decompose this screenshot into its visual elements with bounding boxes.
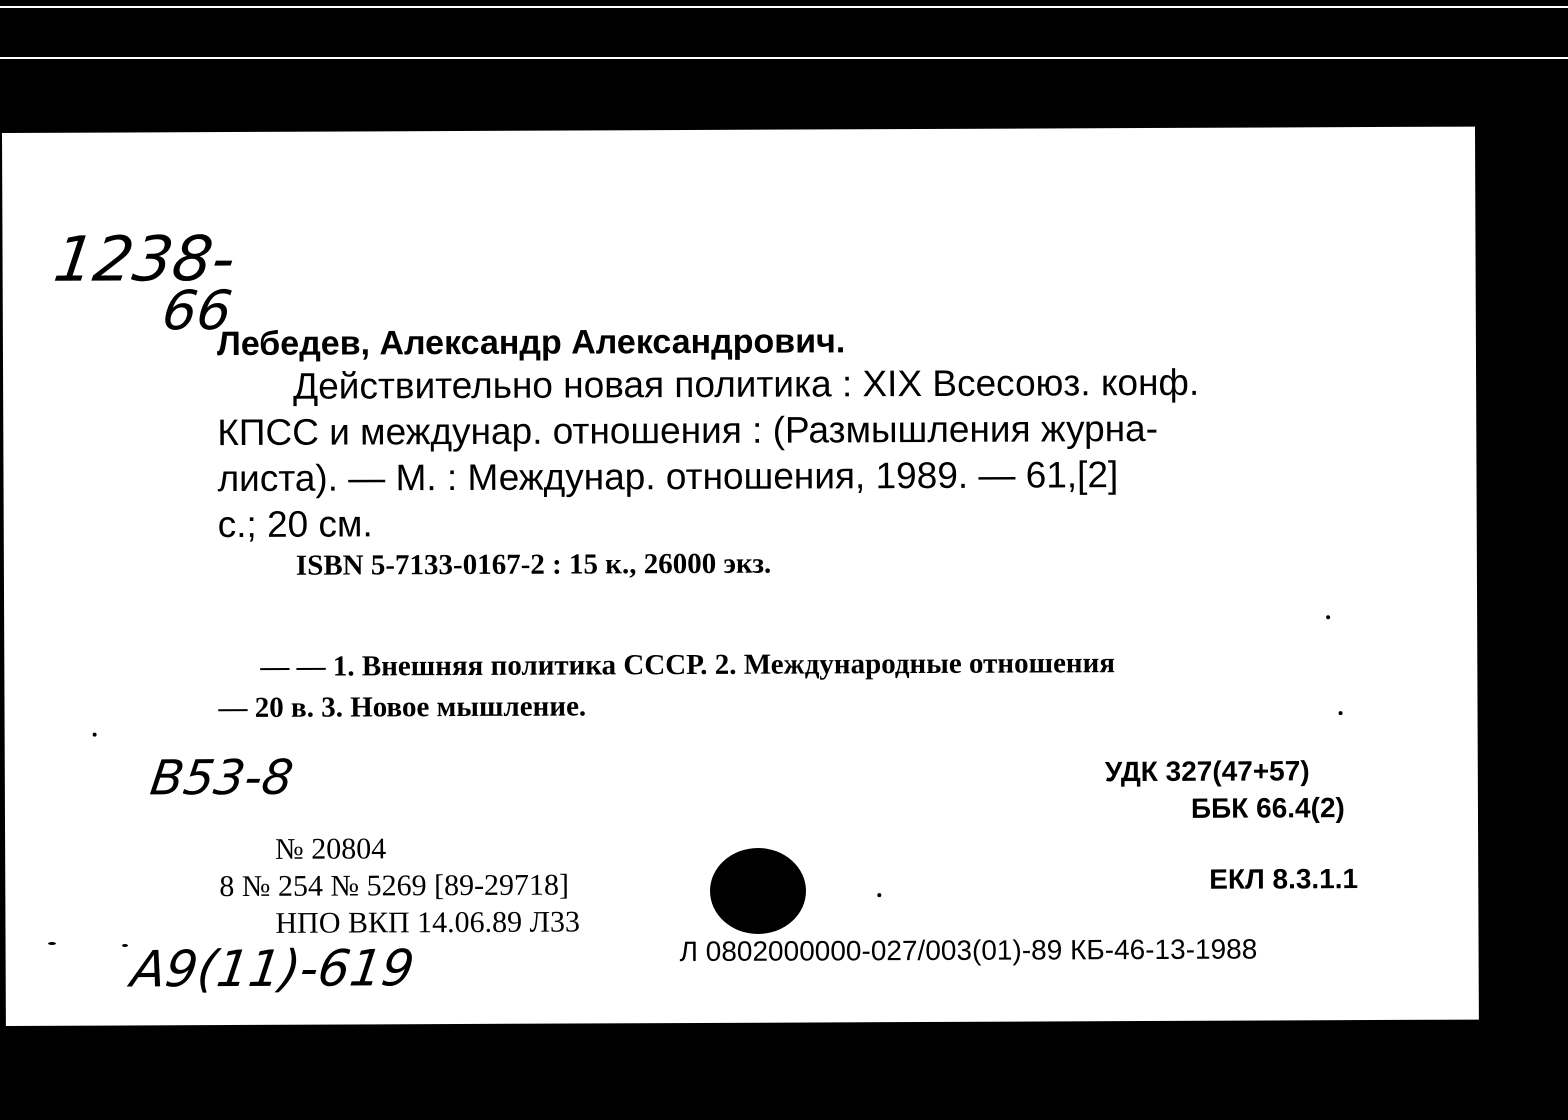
handwritten-call-number-line1: 1238- [49, 221, 240, 296]
title-line: с.; 20 см. [217, 503, 373, 546]
dust-speck [1339, 711, 1343, 715]
ekl-line: ЕКЛ 8.3.1.1 [1209, 863, 1359, 895]
dust-speck [1326, 615, 1330, 619]
dust-speck [877, 893, 881, 897]
isbn-line: ISBN 5-7133-0167-2 : 15 к., 26000 экз. [295, 547, 772, 582]
card-number: № 20804 [275, 832, 387, 866]
udk-line: УДК 327(47+57) [1104, 755, 1310, 788]
dust-speck [93, 733, 97, 737]
title-line: КПСС и междунар. отношения : (Размышления журна- [217, 407, 1159, 454]
subject-line: — 20 в. 3. Новое мышление. [218, 690, 587, 725]
title-line: Действительно новая политика : XIX Всесоюз. конф. [293, 361, 1200, 407]
order-line: 8 № 254 № 5269 [89-29718] [219, 868, 570, 904]
title-line: листа). — М. : Междунар. отношения, 1989. — 61,[2] [217, 454, 1119, 500]
handwritten-code: B53-8 [147, 749, 297, 807]
bbk-line: ББК 66.4(2) [1190, 792, 1345, 824]
punch-hole [710, 848, 806, 934]
top-border-line [0, 57, 1568, 59]
npo-line: НПО ВКП 14.06.89 Л33 [275, 905, 581, 940]
index-line: Л 0802000000-027/003(01)-89 КБ-46-13-1988 [679, 933, 1258, 968]
handwritten-call-number-line2: 66 [158, 278, 236, 343]
dust-speck [48, 942, 56, 945]
handwritten-inventory-code: A9(11)-619 [127, 939, 418, 999]
top-border-line [0, 6, 1568, 8]
dust-speck [122, 944, 128, 947]
subject-line: — — 1. Внешняя политика СССР. 2. Международные отношения [260, 647, 1116, 683]
author-heading: Лебедев, Александр Александрович. [216, 322, 846, 364]
